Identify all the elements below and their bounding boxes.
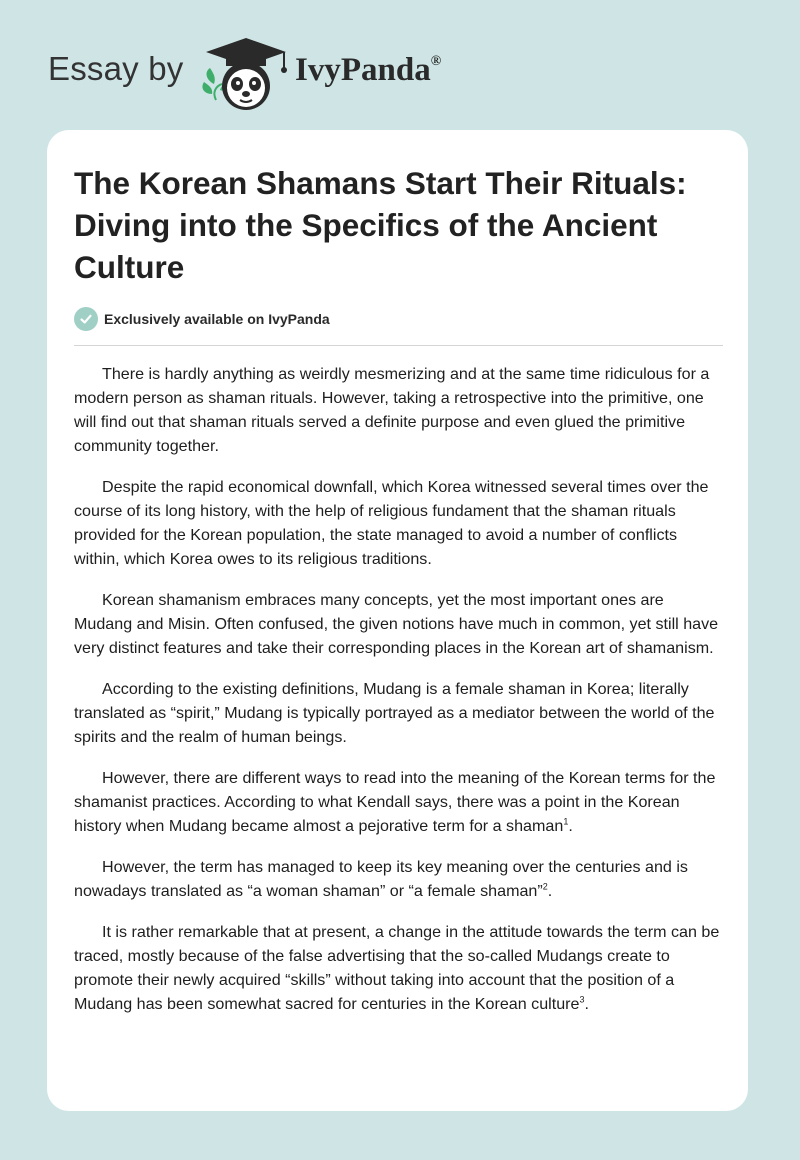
paragraph-text: However, there are different ways to read into the meaning of the Korean terms for the shamanist practices. According to what Kendall says, there was a point in the Korean history when Mudang became almost a pejorative term for a shaman <box>74 769 716 835</box>
brand-name[interactable] <box>295 52 441 89</box>
paragraph-text: Korean shamanism embraces many concepts, yet the most important ones are Mudang and Misin. Often confused, the given notions have much in common, yet still have very distinct features and take their corresponding places in the Korean art of shamanism. <box>74 591 719 657</box>
paragraph-tail: . <box>547 882 553 900</box>
paragraph <box>74 920 724 1016</box>
site-header <box>0 0 800 130</box>
divider <box>74 345 723 346</box>
footnote-ref[interactable]: 3 <box>579 994 585 1005</box>
paragraph-text: Despite the rapid economical downfall, which Korea witnessed several times over the course of its long history, with the help of religious fundament that the shaman rituals provided for the Korean population, the state managed to avoid a number of conflicts within, which Korea owes to its religious traditions. <box>74 478 709 568</box>
paragraph <box>74 475 724 571</box>
paragraph <box>74 766 724 838</box>
paragraph <box>74 362 724 458</box>
footnote-ref[interactable]: 1 <box>563 816 569 827</box>
paragraph <box>74 855 724 903</box>
exclusive-badge-text: Exclusively available on IvyPanda <box>104 311 330 327</box>
exclusive-badge <box>74 306 330 332</box>
essay-title: The Korean Shamans Start Their Rituals: Diving into the Specifics of the Ancient Culture <box>74 165 687 285</box>
essay-by-label: Essay by <box>48 50 184 87</box>
paragraph-text: There is hardly anything as weirdly mesmerizing and at the same time ridiculous for a modern person as shaman rituals. However, taking a retrospective into the primitive, one will find out that shaman rituals served a definite purpose and even glued the primitive community together. <box>74 365 710 455</box>
brand-text: IvyPanda <box>295 52 431 88</box>
paragraph-text: However, the term has managed to keep its key meaning over the centuries and is nowadays translated as “a woman shaman” or “a female shaman” <box>74 858 688 900</box>
paragraph <box>74 588 724 660</box>
panda-graduate-logo-icon[interactable] <box>200 34 292 114</box>
trademark-mark: ® <box>430 54 442 69</box>
paragraph-tail: . <box>584 995 589 1013</box>
paragraph <box>74 677 724 749</box>
footnote-ref[interactable]: 2 <box>542 881 548 892</box>
essay-body <box>74 362 724 1033</box>
paragraph-tail: . <box>568 817 573 835</box>
paragraph-text: It is rather remarkable that at present, a change in the attitude towards the term can be traced, mostly because of the false advertising that the so-called Mudangs create to promote their newly acquired “skills” without taking into account that the position of a Mudang has been somewhat sacred for centuries in the Korean culture <box>74 923 720 1013</box>
paragraph-text: According to the existing definitions, Mudang is a female shaman in Korea; literally translated as “spirit,” Mudang is typically portrayed as a mediator between the world of the spirits and the realm of human beings. <box>74 680 715 746</box>
checkmark-circle-icon <box>74 307 98 331</box>
essay-card <box>47 130 748 1111</box>
